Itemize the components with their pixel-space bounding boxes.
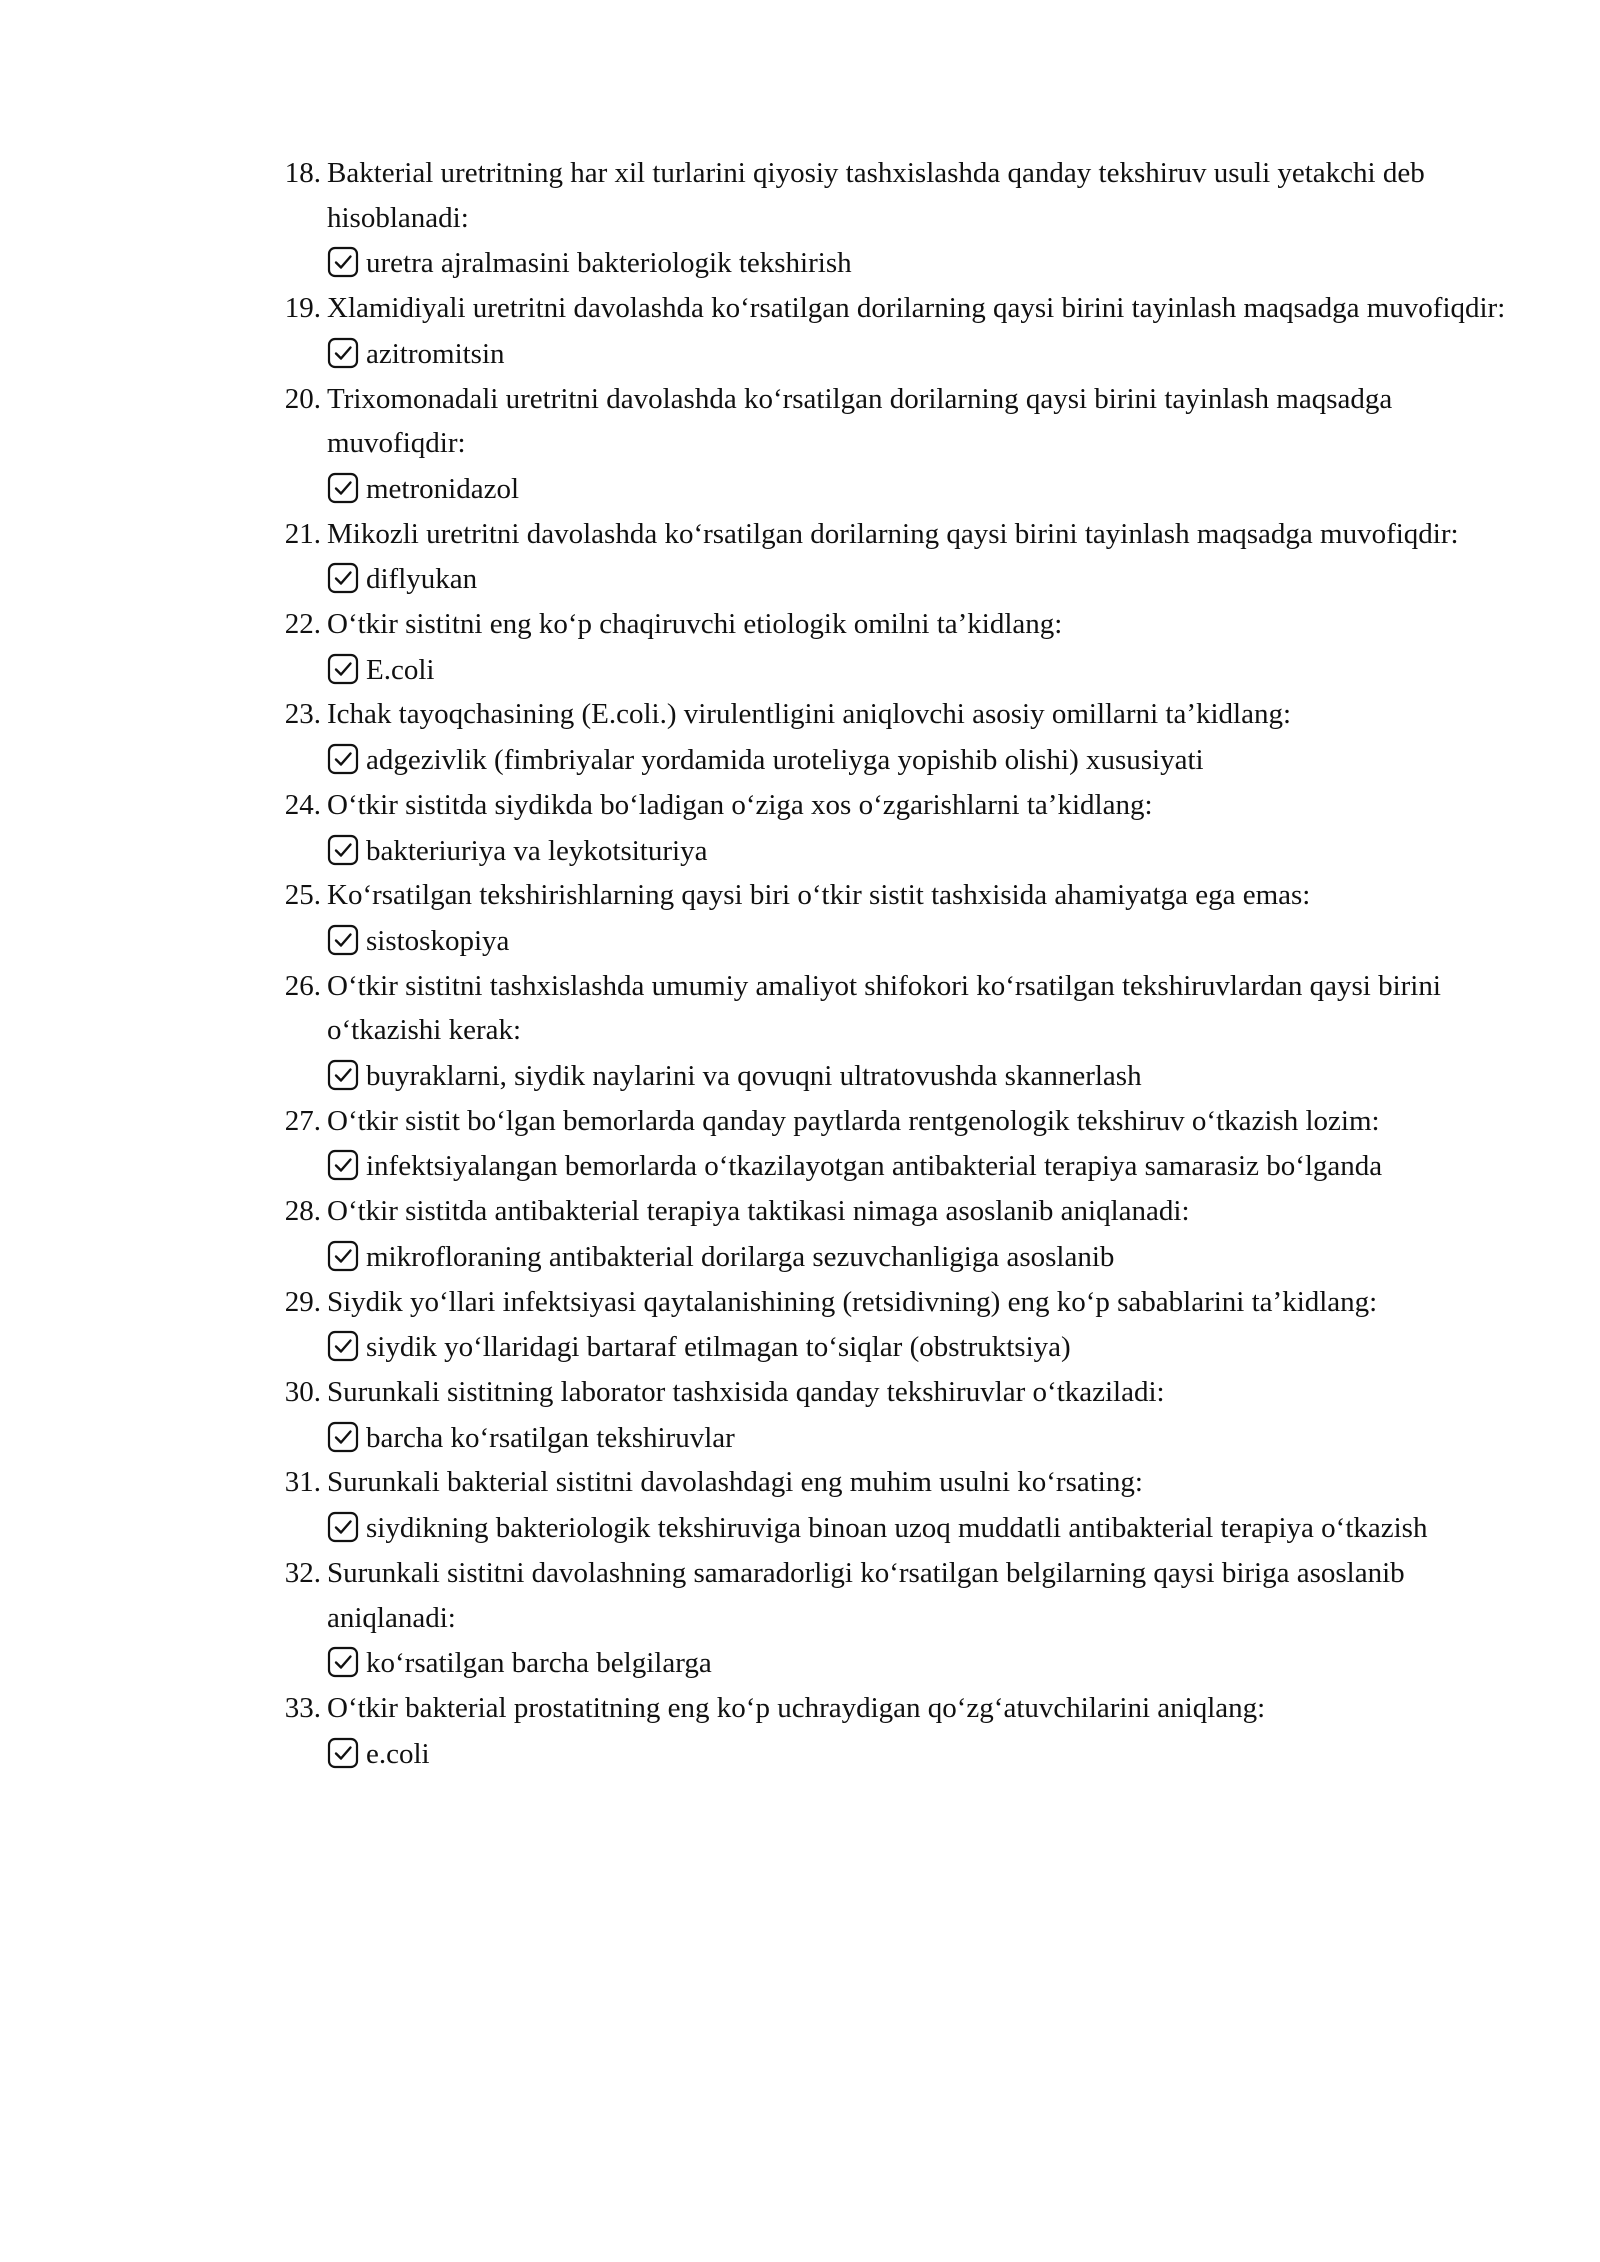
correct-answer — [327, 1416, 1506, 1461]
question-text: O‘tkir bakterial prostatitning eng ko‘p uchraydigan qo‘zg‘atuvchilarini aniqlang: — [327, 1691, 1266, 1724]
question-list — [276, 151, 1506, 1776]
question-number: 28 . — [276, 1189, 321, 1234]
question-number: 27 . — [276, 1099, 321, 1144]
correct-answer — [327, 1054, 1506, 1099]
question-number: 29 . — [276, 1280, 321, 1325]
correct-answer — [327, 1506, 1506, 1551]
question-text: O‘tkir sistitni tashxislashda umumiy amaliyot shifokori ko‘rsatilgan tekshiruvlardan qaysi birini o‘tkazishi kerak: — [327, 969, 1441, 1047]
question-number: 32 . — [276, 1551, 321, 1596]
answer-text: buyraklarni, siydik naylarini va qovuqni ultratovushda skannerlash — [366, 1060, 1142, 1093]
checked-box-icon — [327, 1149, 359, 1181]
question-text: Xlamidiyali uretritni davolashda ko‘rsatilgan dorilarning qaysi birini tayinlash maqsadga muvofiqdir: — [327, 292, 1506, 325]
question-number: 30 . — [276, 1370, 321, 1415]
correct-answer — [327, 648, 1506, 693]
question-text: Bakterial uretritning har xil turlarini qiyosiy tashxislashda qanday tekshiruv usuli yetakchi deb hisoblanadi: — [327, 157, 1425, 234]
answer-text: mikrofloraning antibakterial dorilarga sezuvchanligiga asoslanib — [366, 1240, 1115, 1273]
answer-text: e.coli — [366, 1737, 430, 1770]
question-item — [276, 602, 1506, 692]
checked-box-icon — [327, 743, 359, 775]
question-number: 19 . — [276, 286, 321, 331]
checked-box-icon — [327, 653, 359, 685]
answer-text: diflyukan — [366, 563, 478, 596]
question-number: 33 . — [276, 1686, 321, 1731]
correct-answer — [327, 829, 1506, 874]
answer-text: sistoskopiya — [366, 924, 510, 957]
answer-text: metronidazol — [366, 472, 520, 505]
question-item — [276, 783, 1506, 873]
answer-text: siydikning bakteriologik tekshiruviga binoan uzoq muddatli antibakterial terapiya o‘tkazish — [366, 1512, 1428, 1545]
question-text: Ko‘rsatilgan tekshirishlarning qaysi biri o‘tkir sistit tashxisida ahamiyatga ega emas: — [327, 879, 1311, 912]
question-text: O‘tkir sistitni eng ko‘p chaqiruvchi etiologik omilni ta’kidlang: — [327, 608, 1063, 641]
correct-answer — [327, 1144, 1506, 1189]
answer-text: bakteriuriya va leykotsituriya — [366, 834, 708, 867]
correct-answer — [327, 557, 1506, 602]
question-item — [276, 1280, 1506, 1370]
checked-box-icon — [327, 1646, 359, 1678]
question-number: 25 . — [276, 873, 321, 918]
question-text: Mikozli uretritni davolashda ko‘rsatilgan dorilarning qaysi birini tayinlash maqsadga muvofiqdir: — [327, 517, 1459, 550]
answer-text: barcha ko‘rsatilgan tekshiruvlar — [366, 1421, 735, 1454]
question-text: O‘tkir sistit bo‘lgan bemorlarda qanday paytlarda rentgenologik tekshiruv o‘tkazish lozim: — [327, 1104, 1380, 1137]
question-item — [276, 286, 1506, 376]
answer-text: azitromitsin — [366, 337, 505, 370]
question-number: 20 . — [276, 377, 321, 422]
answer-text: siydik yo‘llaridagi bartaraf etilmagan to‘siqlar (obstruktsiya) — [366, 1331, 1071, 1364]
checked-box-icon — [327, 924, 359, 956]
correct-answer — [327, 241, 1506, 286]
answer-text: infektsiyalangan bemorlarda o‘tkazilayotgan antibakterial terapiya samarasiz bo‘lganda — [366, 1150, 1383, 1183]
question-text: Ichak tayoqchasining (E.coli.) virulentligini aniqlovchi asosiy omillarni ta’kidlang: — [327, 698, 1292, 731]
checked-box-icon — [327, 337, 359, 369]
answer-text: E.coli — [366, 653, 435, 686]
correct-answer — [327, 919, 1506, 964]
question-item — [276, 964, 1506, 1099]
question-text: O‘tkir sistitda antibakterial terapiya taktikasi nimaga asoslanib aniqlanadi: — [327, 1195, 1190, 1228]
checked-box-icon — [327, 1240, 359, 1272]
question-text: Surunkali sistitning laborator tashxisida qanday tekshiruvlar o‘tkaziladi: — [327, 1375, 1165, 1408]
question-text: Siydik yo‘llari infektsiyasi qaytalanishining (retsidivning) eng ko‘p sabablarini ta’kidlang: — [327, 1285, 1378, 1318]
correct-answer — [327, 467, 1506, 512]
checked-box-icon — [327, 246, 359, 278]
checked-box-icon — [327, 834, 359, 866]
question-number: 23 . — [276, 692, 321, 737]
checked-box-icon — [327, 562, 359, 594]
question-item — [276, 692, 1506, 782]
question-text: O‘tkir sistitda siydikda bo‘ladigan o‘ziga xos o‘zgarishlarni ta’kidlang: — [327, 788, 1153, 821]
question-item — [276, 873, 1506, 963]
question-item — [276, 377, 1506, 512]
correct-answer — [327, 332, 1506, 377]
question-number: 26 . — [276, 964, 321, 1009]
question-item — [276, 1370, 1506, 1460]
correct-answer — [327, 738, 1506, 783]
question-number: 18 . — [276, 151, 321, 196]
checked-box-icon — [327, 1511, 359, 1543]
question-text: Surunkali sistitni davolashning samaradorligi ko‘rsatilgan belgilarning qaysi biriga asoslanib aniqlanadi: — [327, 1556, 1405, 1634]
answer-text: uretra ajralmasini bakteriologik tekshirish — [366, 247, 852, 280]
question-number: 22 . — [276, 602, 321, 647]
question-number: 31 . — [276, 1460, 321, 1505]
checked-box-icon — [327, 472, 359, 504]
question-text: Surunkali bakterial sistitni davolashdagi eng muhim usulni ko‘rsating: — [327, 1466, 1143, 1499]
checked-box-icon — [327, 1330, 359, 1362]
question-item — [276, 1460, 1506, 1550]
correct-answer — [327, 1235, 1506, 1280]
answer-text: adgezivlik (fimbriyalar yordamida uroteliyga yopishib olishi) xususiyati — [366, 744, 1204, 777]
correct-answer — [327, 1732, 1506, 1777]
question-item — [276, 1189, 1506, 1279]
question-number: 24 . — [276, 783, 321, 828]
question-item — [276, 151, 1506, 286]
question-text: Trixomonadali uretritni davolashda ko‘rsatilgan dorilarning qaysi birini tayinlash maqsadga muvofiqdir: — [327, 382, 1393, 460]
checked-box-icon — [327, 1059, 359, 1091]
question-item — [276, 1551, 1506, 1686]
correct-answer — [327, 1641, 1506, 1686]
question-item — [276, 1686, 1506, 1776]
question-item — [276, 512, 1506, 602]
checked-box-icon — [327, 1421, 359, 1453]
correct-answer — [327, 1325, 1506, 1370]
answer-text: ko‘rsatilgan barcha belgilarga — [366, 1647, 712, 1680]
question-item — [276, 1099, 1506, 1189]
checked-box-icon — [327, 1737, 359, 1769]
question-number: 21 . — [276, 512, 321, 557]
